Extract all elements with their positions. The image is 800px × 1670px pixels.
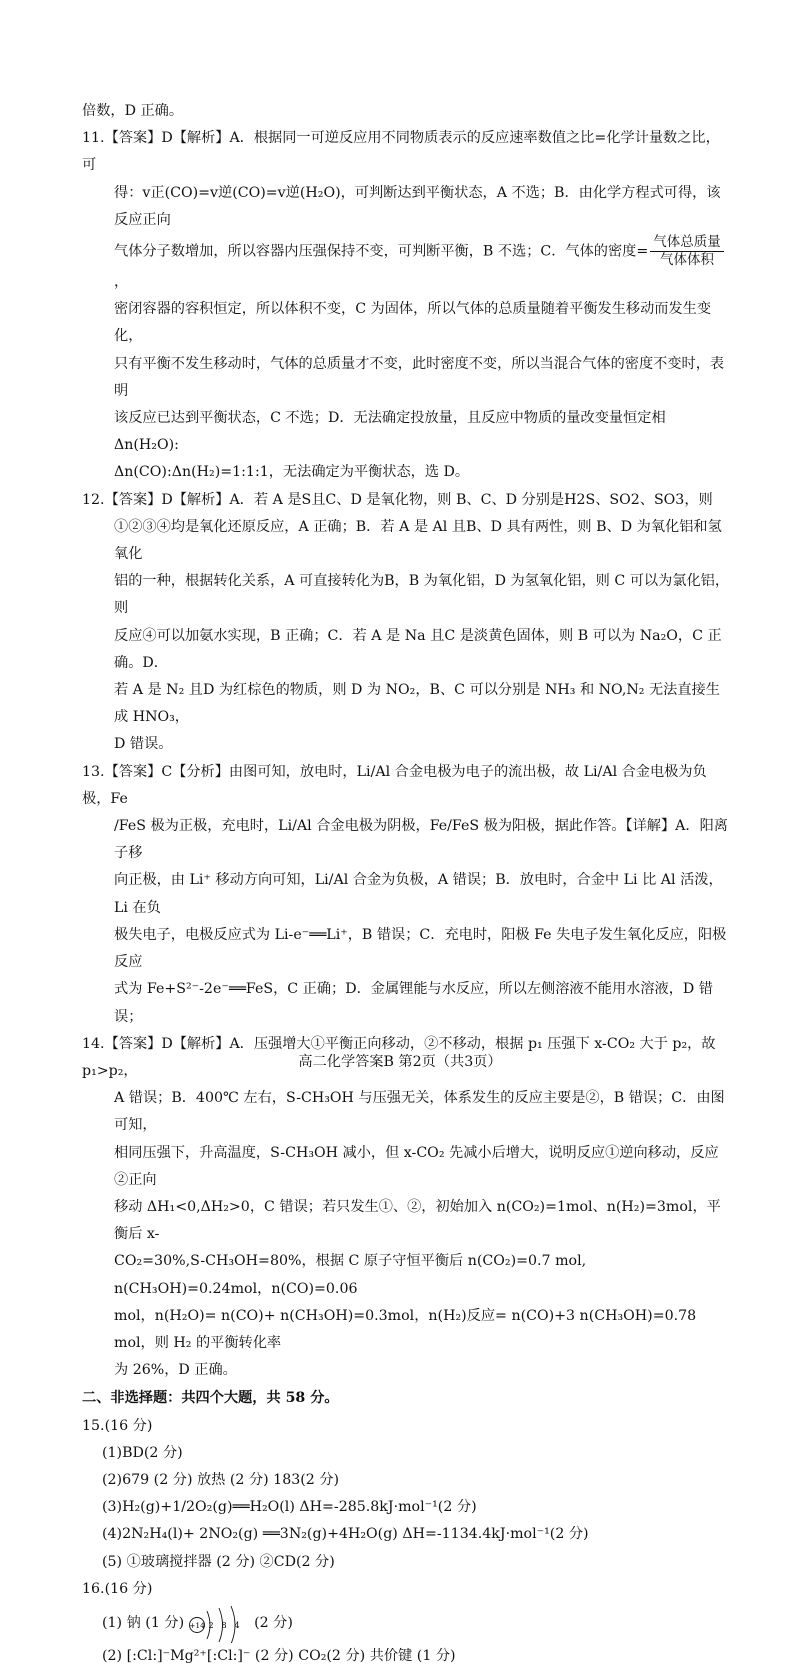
q12-line: 12.【答案】D【解析】A．若 A 是S且C、D 是氧化物，则 B、C、D 分别是H2S、SO2、SO3，则: [82, 491, 713, 508]
question-13: [82, 759, 732, 1031]
q11-line: Δn(CO):Δn(H₂)=1:1:1，无法确定为平衡状态，选 D。: [114, 464, 470, 481]
q11-text: ，: [114, 274, 129, 291]
q15-answer: (4)2N₂H₄(l)+ 2NO₂(g) ══3N₂(g)+4H₂O(g) ΔH=-1134.4kJ·mol⁻¹(2 分): [102, 1526, 589, 1543]
q15-answer: (3)H₂(g)+1/2O₂(g)══H₂O(l) ΔH=-285.8kJ·mol⁻¹(2 分): [102, 1499, 477, 1516]
density-fraction: [650, 234, 724, 269]
page-footer: 高二化学答案B 第2页（共3页）: [298, 1054, 502, 1070]
q14-line: 相同压强下，升高温度，S-CH₃OH 减小，但 x-CO₂ 先减小后增大，说明反应①逆向移动，反应②正向: [114, 1144, 719, 1188]
q15-answer: (1)BD(2 分): [102, 1444, 183, 1461]
nucleus-charge: +14: [189, 1620, 206, 1630]
fraction-numerator: 气体总质量: [650, 234, 724, 252]
q12-line: D 错误。: [114, 736, 173, 753]
section-heading: 二、非选择题：共四个大题，共 58 分。: [82, 1390, 339, 1407]
q14-line: 移动 ΔH₁<0,ΔH₂>0，C 错误；若只发生①、②，初始加入 n(CO₂)=1mol、n(H₂)=3mol，平衡后 x-: [114, 1198, 721, 1243]
q11-text: 气体分子数增加，所以容器内压强保持不变，可判断平衡，B 不选；C．气体的密度=: [114, 243, 649, 260]
q13-line: /FeS 极为正极，充电时，Li/Al 合金电极为阴极，Fe/FeS 极为阳极，据此作答。【详解】A．阳离子移: [114, 818, 728, 862]
q16-answer: (2) [:Cl:]⁻Mg²⁺[:Cl:]⁻ (2 分) CO₂(2 分) 共价键 (1 分): [102, 1647, 456, 1664]
q14-line: 14.【答案】D【解析】A．压强增大①平衡正向移动，②不移动，根据 p₁ 压强下 x-CO₂ 大于 p₂，故 p₁>p₂，: [82, 1035, 716, 1079]
question-14: [82, 1031, 732, 1385]
q12-line: ①②③④均是氧化还原反应，A 正确；B．若 A 是 Al 且B、D 具有两性，则 B、D 为氧化铝和氢氧化: [114, 518, 722, 563]
q14-line: 为 26%，D 正确。: [114, 1362, 237, 1379]
answer-content: [82, 98, 732, 1670]
q16-text: (2 分): [254, 1614, 293, 1631]
fraction-denominator: 气体体积: [660, 252, 714, 269]
shell-electron-count: 4: [234, 1620, 240, 1630]
question-15: [82, 1413, 732, 1576]
q10-tail: 倍数，D 正确。: [82, 103, 184, 119]
q13-line: 13.【答案】C【分析】由图可知，放电时，Li/Al 合金电极为电子的流出极，故 Li/Al 合金电极为负极，Fe: [82, 763, 707, 807]
shell-electron-count: 2: [208, 1620, 214, 1630]
q15-answer: (5) ①玻璃搅拌器 (2 分) ②CD(2 分): [102, 1553, 335, 1570]
q11-line: 得：v正(CO)=v逆(CO)=v逆(H₂O)，可判断达到平衡状态，A 不选；B．由化学方程式可得，该反应正向: [114, 184, 721, 228]
q12-line: 铝的一种，根据转化关系，A 可直接转化为B，B 为氧化铝，D 为氢氧化铝，则 C 可以为氯化铝，则: [114, 573, 730, 617]
q16-heading: 16.(16 分): [82, 1580, 153, 1597]
shell-electron-count: 8: [221, 1620, 227, 1630]
q14-line: CO₂=30%,S-CH₃OH=80%，根据 C 原子守恒平衡后 n(CO₂)=0.7 mol, n(CH₃OH)=0.24mol，n(CO)=0.06: [114, 1253, 587, 1297]
q16-answer: [82, 1603, 732, 1643]
q12-line: 反应④可以加氨水实现，B 正确；C．若 A 是 Na 且C 是淡黄色固体，则 B 可以为 Na₂O，C 正确。D．: [114, 627, 722, 671]
q11-line: 密闭容器的容积恒定，所以体积不变，C 为固体，所以气体的总质量随着平衡发生移动而发生变化，: [114, 301, 712, 345]
q11-line: 该反应已达到平衡状态，C 不选；D．无法确定投放量，且反应中物质的量改变量恒定相 Δn(H₂O):: [114, 410, 666, 454]
q11-line: 只有平衡不发生移动时，气体的总质量才不变，此时密度不变，所以当混合气体的密度不变时，表明: [114, 355, 725, 399]
atom-structure-diagram: [188, 1603, 250, 1643]
q11-line: 11.【答案】D【解析】A．根据同一可逆反应用不同物质表示的反应速率数值之比=化学计量数之比，可: [82, 130, 720, 174]
q13-line: 向正极，由 Li⁺ 移动方向可知，Li/Al 合金为负极，A 错误；B．放电时，合金中 Li 比 Al 活泼，Li 在负: [114, 872, 723, 916]
question-12: [82, 487, 732, 759]
question-16: [82, 1576, 732, 1670]
q15-answer: (2)679 (2 分) 放热 (2 分) 183(2 分): [102, 1471, 340, 1488]
q14-line: mol，n(H₂O)= n(CO)+ n(CH₃OH)=0.3mol，n(H₂)反应= n(CO)+3 n(CH₃OH)=0.78 mol，则 H₂ 的平衡转化率: [114, 1307, 697, 1351]
q13-line: 式为 Fe+S²⁻-2e⁻══FeS，C 正确；D．金属锂能与水反应，所以左侧溶液不能用水溶液，D 错误；: [114, 981, 713, 1025]
q12-line: 若 A 是 N₂ 且D 为红棕色的物质，则 D 为 NO₂，B、C 可以分别是 NH₃ 和 NO,N₂ 无法直接生成 HNO₃，: [114, 682, 720, 726]
q16-text: (1) 钠 (1 分): [102, 1614, 185, 1631]
q15-heading: 15.(16 分): [82, 1417, 153, 1434]
question-11: [82, 125, 732, 486]
q14-line: A 错误；B．400℃ 左右，S-CH₃OH 与压强无关，体系发生的反应主要是②，B 错误；C．由图可知，: [114, 1090, 725, 1134]
q11-line: [82, 234, 732, 296]
q13-line: 极失电子，电极反应式为 Li-e⁻══Li⁺，B 错误；C．充电时，阳极 Fe 失电子发生氧化反应，阳极反应: [114, 926, 727, 971]
